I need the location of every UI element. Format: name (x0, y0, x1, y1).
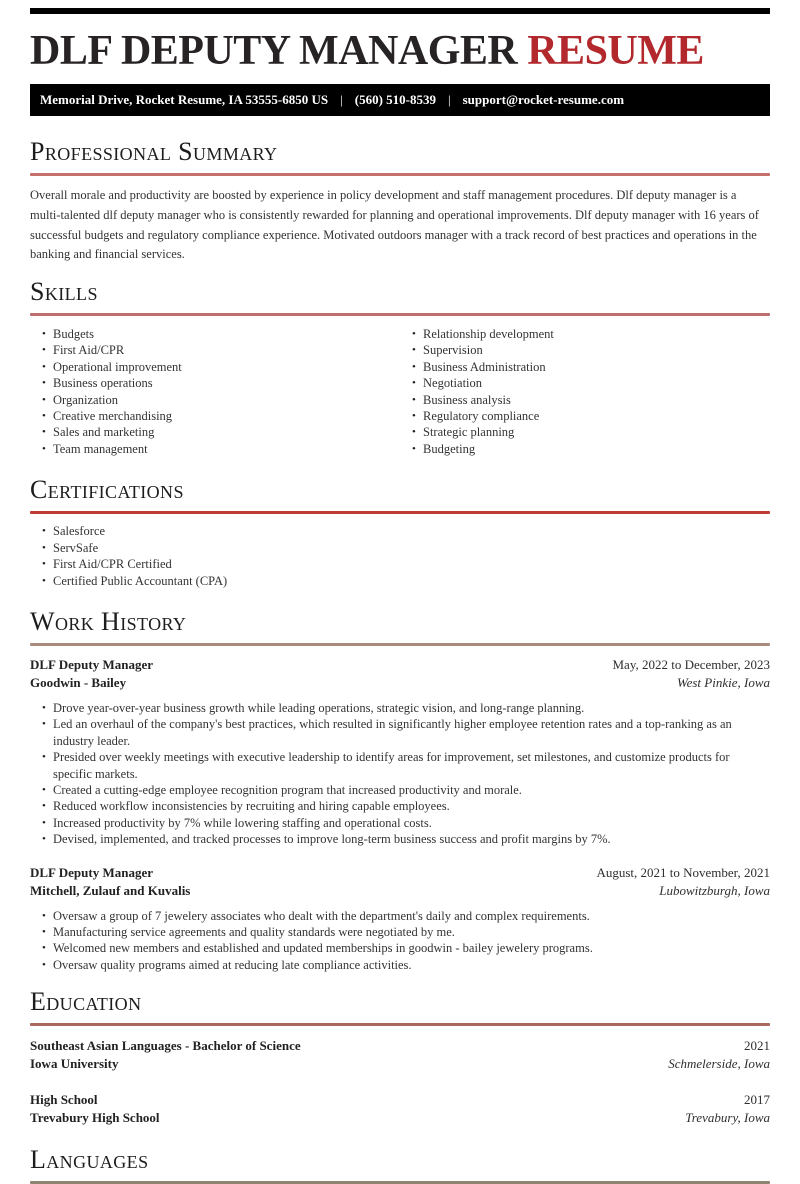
job-bullet: • Drove year-over-year business growth while leading operations, strategic vision, and long-range planning. (30, 700, 770, 716)
job-bullet: • Manufacturing service agreements and quality standards were negotiated by me. (30, 924, 770, 940)
contact-phone: (560) 510-8539 (354, 92, 436, 108)
resume-page (0, 8, 800, 1175)
job-header (30, 865, 770, 898)
job-bullet: • Oversaw quality programs aimed at reducing late compliance activities. (30, 957, 770, 973)
skill-item: • Relationship development (400, 326, 770, 342)
page-title (30, 28, 770, 75)
page-title-dark: DLF DEPUTY MANAGER (30, 28, 528, 74)
skills-list (30, 326, 770, 457)
contact-separator: | (340, 92, 343, 108)
job-bullet: • Devised, implemented, and tracked processes to improve long-term business success and profit margins by 7%. (30, 831, 770, 847)
skill-item: • Team management (30, 441, 400, 457)
job-title: DLF Deputy Manager (30, 656, 154, 672)
education-underline (30, 1023, 770, 1026)
education-degree: Southeast Asian Languages - Bachelor of Science (30, 1038, 301, 1054)
education-entry (30, 1038, 770, 1071)
contact-address: Memorial Drive, Rocket Resume, IA 53555-6850 US (40, 92, 329, 108)
education-degree: High School (30, 1092, 98, 1108)
section-heading-work-history: Work History (30, 606, 187, 636)
skill-item: • Business analysis (400, 392, 770, 408)
skill-item: • Negotiation (400, 375, 770, 391)
skill-item: • Budgeting (400, 441, 770, 457)
certifications-list (30, 523, 770, 589)
certifications-underline (30, 511, 770, 514)
skill-item: • Organization (30, 392, 400, 408)
education-entry (30, 1092, 770, 1125)
job-dates: August, 2021 to November, 2021 (596, 864, 770, 880)
skill-item: • Regulatory compliance (400, 408, 770, 424)
job-bullet: • Led an overhaul of the company's best practices, which resulted in significantly higher employee retention rates and a top-ranking as an industry leader. (30, 716, 770, 749)
skill-item: • First Aid/CPR (30, 342, 400, 358)
education-year: 2021 (744, 1038, 770, 1054)
top-divider-bar (30, 8, 770, 14)
skill-item: • Budgets (30, 326, 400, 342)
education-location: Schmelerside, Iowa (668, 1056, 770, 1072)
skill-item: • Operational improvement (30, 359, 400, 375)
skill-item: • Business Administration (400, 359, 770, 375)
job-bullet-list (30, 908, 770, 974)
contact-bar (30, 84, 770, 116)
section-heading-certifications: Certifications (30, 475, 184, 505)
skill-item: • Strategic planning (400, 424, 770, 440)
education-location: Trevabury, Iowa (685, 1110, 770, 1126)
skill-item: • Business operations (30, 375, 400, 391)
summary-underline (30, 173, 770, 176)
contact-email: support@rocket-resume.com (462, 92, 625, 108)
job-company: Goodwin - Bailey (30, 674, 127, 690)
education-year: 2017 (744, 1092, 770, 1108)
job-company: Mitchell, Zulauf and Kuvalis (30, 882, 191, 898)
skill-item: • Creative merchandising (30, 408, 400, 424)
section-heading-languages: Languages (30, 1145, 149, 1175)
job-bullet: • Increased productivity by 7% while lowering staffing and operational costs. (30, 815, 770, 831)
page-title-accent: RESUME (527, 28, 704, 74)
skills-column-2 (400, 326, 770, 457)
job-bullet: • Welcomed new members and established and updated memberships in goodwin - bailey jewelery programs. (30, 940, 770, 956)
job-bullet: • Presided over weekly meetings with executive leadership to identify areas for improvement, set milestones, and customize products for specific markets. (30, 749, 770, 782)
job-header (30, 657, 770, 690)
job-bullet: • Oversaw a group of 7 jewelery associates who dealt with the department's daily and complex requirements. (30, 908, 770, 924)
section-heading-skills: Skills (30, 277, 98, 307)
certification-item: • Certified Public Accountant (CPA) (30, 573, 770, 589)
section-heading-summary: Professional Summary (30, 137, 278, 167)
education-school: Iowa University (30, 1056, 119, 1072)
certification-item: • ServSafe (30, 540, 770, 556)
skill-item: • Sales and marketing (30, 424, 400, 440)
job-dates: May, 2022 to December, 2023 (612, 656, 770, 672)
summary-text: Overall morale and productivity are boosted by experience in policy development and staff management procedures. Dlf deputy manager is a multi-talented dlf deputy manager who is consistently rewarded for planning and operational improvements. Dlf deputy manager with 16 years of successful budgets and regulatory compliance experience. Motivated outdoors manager with a track record of best practices and operations in the banking and financial services. (30, 188, 759, 262)
job-bullet-list (30, 700, 770, 848)
job-title: DLF Deputy Manager (30, 864, 154, 880)
skills-underline (30, 313, 770, 316)
skill-item: • Supervision (400, 342, 770, 358)
section-heading-education: Education (30, 987, 142, 1017)
job-location: Lubowitzburgh, Iowa (659, 882, 770, 898)
contact-separator: | (447, 92, 451, 108)
certification-item: • First Aid/CPR Certified (30, 556, 770, 572)
certification-item: • Salesforce (30, 523, 770, 539)
education-school: Trevabury High School (30, 1110, 160, 1126)
job-bullet: • Created a cutting-edge employee recognition program that increased productivity and morale. (30, 782, 770, 798)
job-location: West Pinkie, Iowa (676, 674, 770, 690)
work-history-underline (30, 643, 770, 646)
skills-column-1 (30, 326, 400, 457)
job-bullet: • Reduced workflow inconsistencies by recruiting and hiring capable employees. (30, 798, 770, 814)
